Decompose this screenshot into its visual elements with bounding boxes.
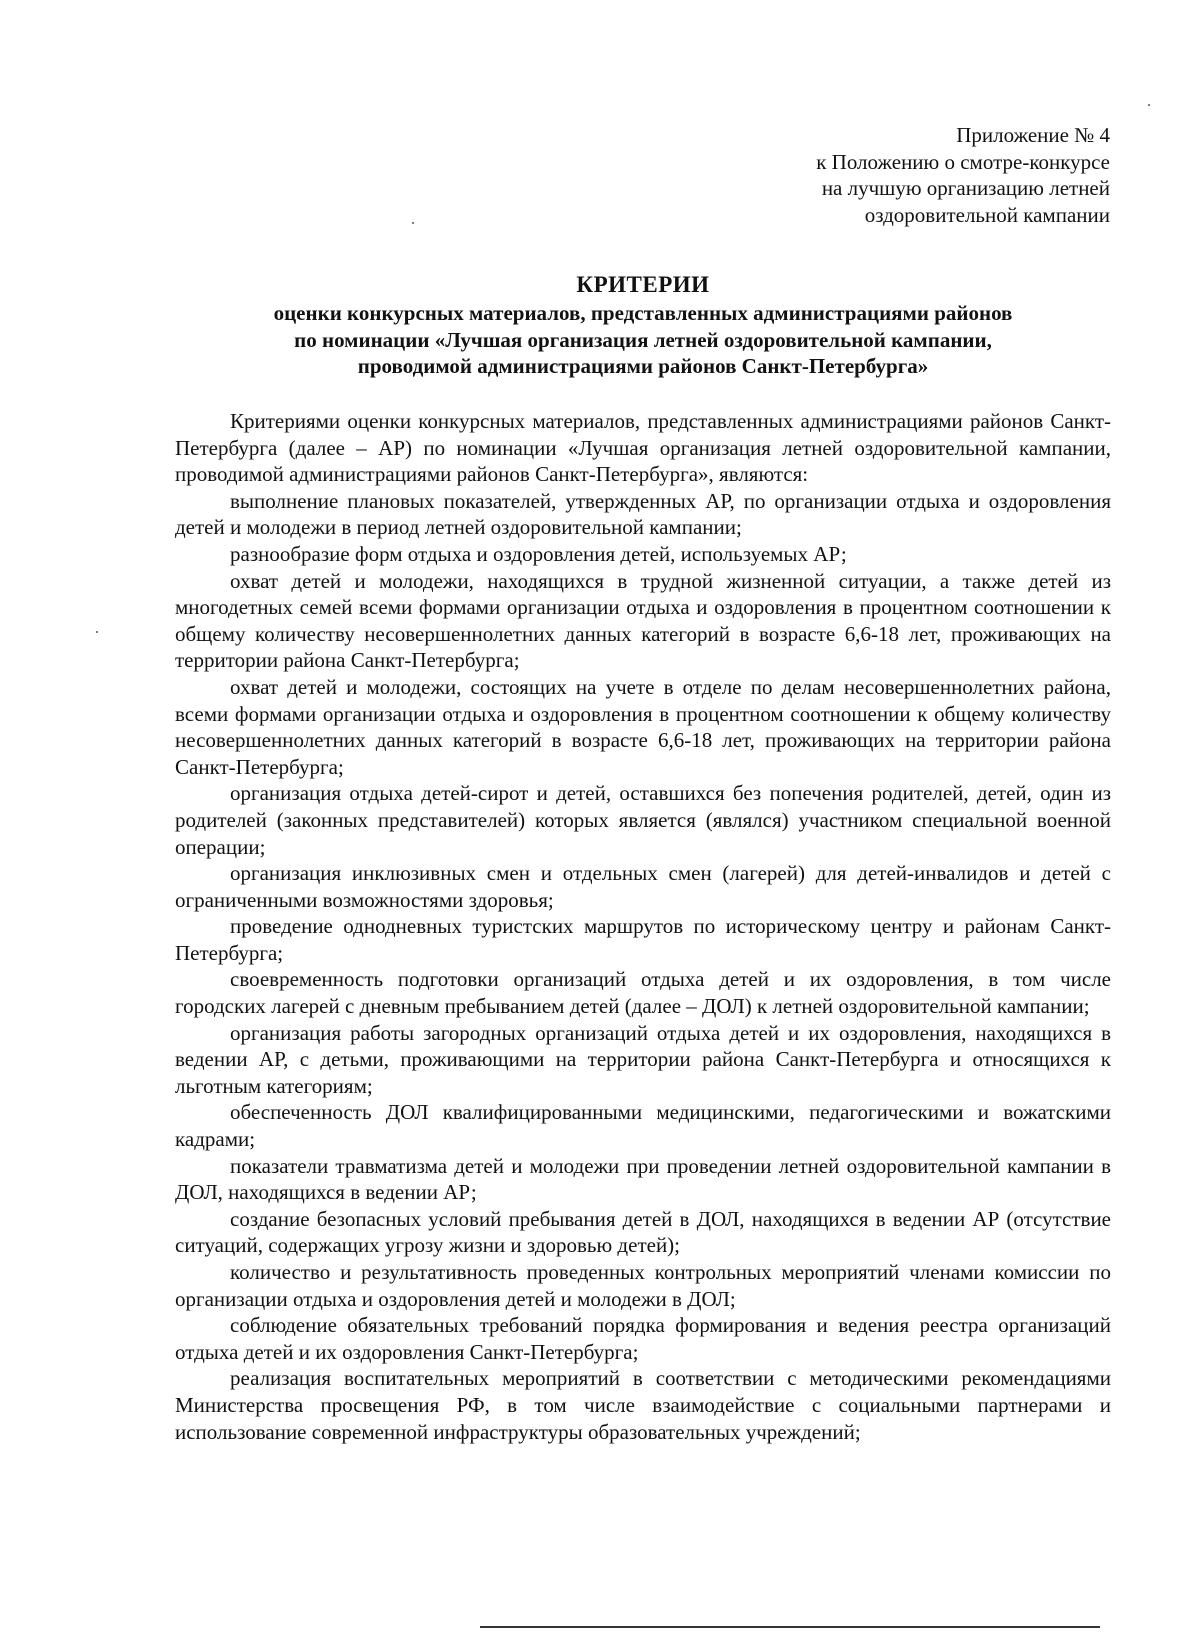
document-title: КРИТЕРИИ — [576, 272, 710, 297]
intro-paragraph: Критериями оценки конкурсных материалов, представленных администрациями районов Санкт-Петербурга (далее – АР) по номинации «Лучшая организация летней оздоровительной кампании, проводимой администрациями районов Санкт-Петербурга», являются: — [175, 409, 1111, 487]
document-subtitle-line: по номинации «Лучшая организация летней оздоровительной кампании, — [294, 327, 992, 352]
criterion-item: проведение однодневных туристских маршрутов по историческому центру и районам Санкт-Петербурга; — [175, 914, 1111, 965]
criterion-item: показатели травматизма детей и молодежи при проведении летней оздоровительной кампании в ДОЛ, находящихся в ведении АР; — [175, 1153, 1111, 1205]
scan-speck — [96, 631, 98, 633]
criterion-item: создание безопасных условий пребывания детей в ДОЛ, находящихся в ведении АР (отсутствие ситуаций, содержащих угрозу жизни и здоровью детей); — [175, 1206, 1111, 1258]
criterion-item: организация отдыха детей-сирот и детей, оставшихся без попечения родителей, детей, один из родителей (законных представителей) которых является (являлся) участником специальной военной операции; — [175, 781, 1111, 859]
scan-edge-line — [480, 1626, 1100, 1628]
criterion-item: обеспеченность ДОЛ квалифицированными медицинскими, педагогическими и вожатскими кадрами; — [175, 1100, 1111, 1152]
appendix-line: к Положению о смотре-конкурсе — [816, 149, 1110, 174]
criterion-item: своевременность подготовки организаций отдыха детей и их оздоровления, в том числе городских лагерей с дневным пребыванием детей (далее – ДОЛ) к летней оздоровительной кампании; — [175, 967, 1111, 1019]
criterion-item: организация инклюзивных смен и отдельных смен (лагерей) для детей-инвалидов и детей с ограниченными возможностями здоровья; — [175, 861, 1111, 912]
criterion-item: соблюдение обязательных требований порядка формирования и ведения реестра организаций отдыха детей и их оздоровления Санкт-Петербурга; — [175, 1313, 1111, 1364]
document-subtitle-line: проводимой администрациями районов Санкт-Петербурга» — [357, 354, 929, 378]
appendix-reference — [816, 122, 1110, 228]
scan-speck — [412, 222, 414, 224]
criterion-item: количество и результативность проведенных контрольных мероприятий членами комиссии по организации отдыха и оздоровления детей и молодежи в ДОЛ; — [175, 1260, 1111, 1311]
criterion-item: охват детей и молодежи, состоящих на учете в отделе по делам несовершеннолетних района, всеми формами организации отдыха и оздоровления в процентном соотношении к общему количеству несовершеннолетних данных категорий в возрасте 6,6-18 лет, проживающих на территории района Санкт-Петербурга; — [175, 674, 1111, 779]
criterion-item: организация работы загородных организаций отдыха детей и их оздоровления, находящихся в ведении АР, с детьми, проживающими на территории района Санкт-Петербурга и относящихся к льготным категориям; — [175, 1020, 1111, 1098]
scan-speck — [1148, 104, 1150, 106]
document-subtitle-line: оценки конкурсных материалов, представленных администрациями районов — [273, 301, 1013, 325]
criteria-body — [175, 408, 1111, 1445]
appendix-line: на лучшую организацию летней — [821, 176, 1110, 200]
document-heading — [175, 270, 1111, 380]
appendix-line: оздоровительной кампании — [864, 202, 1110, 227]
criterion-item: реализация воспитательных мероприятий в соответствии с методическими рекомендациями Министерства просвещения РФ, в том числе взаимодействие с социальными партнерами и использование современной инфраструктуры образовательных учреждений; — [175, 1366, 1111, 1444]
criterion-item: разнообразие форм отдыха и оздоровления детей, используемых АР; — [230, 541, 847, 566]
criterion-item: выполнение плановых показателей, утвержденных АР, по организации отдыха и оздоровления детей и молодежи в период летней оздоровительной кампании; — [175, 488, 1111, 540]
appendix-line: Приложение № 4 — [956, 123, 1110, 147]
criterion-item: охват детей и молодежи, находящихся в трудной жизненной ситуации, а также детей из многодетных семей всеми формами организации отдыха и оздоровления в процентном соотношении к общему количеству несовершеннолетних данных категорий в возрасте 6,6-18 лет, проживающих на территории района Санкт-Петербурга; — [175, 568, 1111, 673]
